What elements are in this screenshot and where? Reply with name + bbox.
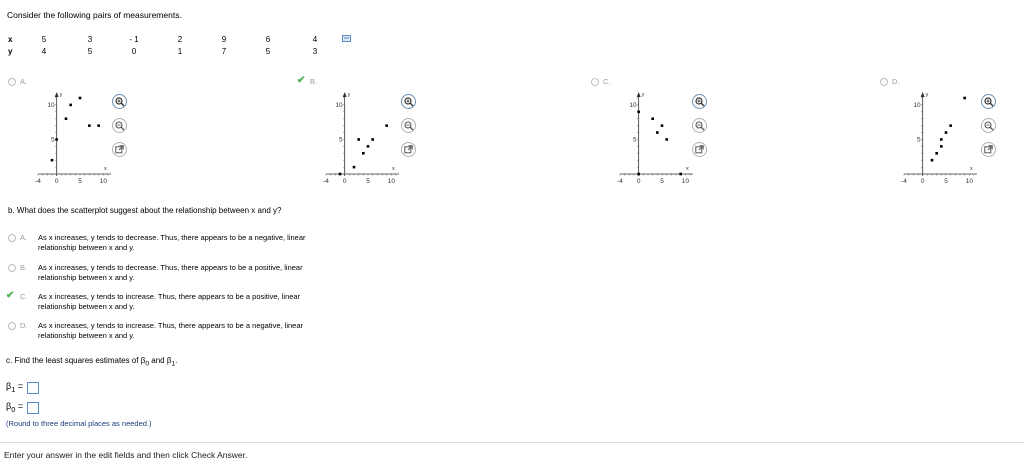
part-c-question xyxy=(6,356,177,368)
zoom-out-icon[interactable] xyxy=(401,118,416,133)
option-text: relationship between x and y. xyxy=(38,302,135,311)
y-axis-arrow xyxy=(637,92,641,97)
scatterplot-c xyxy=(606,90,696,188)
data-point xyxy=(949,124,952,127)
data-point xyxy=(940,138,943,141)
x-tick-label: 10 xyxy=(681,178,689,185)
part-b-option-d[interactable] xyxy=(8,321,388,343)
table-y-cell: 1 xyxy=(177,47,183,56)
data-point xyxy=(69,104,72,107)
question-prompt: Consider the following pairs of measurements. xyxy=(7,10,182,20)
table-y-cell: 0 xyxy=(131,47,137,56)
question-text: and xyxy=(149,356,167,365)
check-icon: ✔ xyxy=(6,290,15,301)
equals-sign: = xyxy=(15,381,24,391)
radio-button[interactable] xyxy=(8,234,16,242)
zoom-in-icon[interactable] xyxy=(401,94,416,109)
data-point xyxy=(51,159,54,162)
beta-symbol: β xyxy=(166,356,172,365)
data-point xyxy=(97,124,100,127)
x-axis-label: x xyxy=(104,166,107,172)
zoom-in-icon[interactable] xyxy=(112,94,127,109)
table-y-label: y xyxy=(8,47,13,56)
question-text: c. Find the least squares estimates of xyxy=(6,356,141,365)
beta1-label: β xyxy=(6,381,12,391)
option-b-letter: B. xyxy=(310,77,318,86)
data-point xyxy=(935,152,938,155)
data-point xyxy=(371,138,374,141)
data-point xyxy=(637,173,640,176)
y-axis-label: y xyxy=(347,92,351,98)
option-text: As x increases, y tends to increase. Thus, there appears to be a negative, linear xyxy=(38,321,304,330)
beta1-answer-row xyxy=(6,381,23,394)
part-b-option-b[interactable] xyxy=(8,263,388,285)
table-x-cell: 3 xyxy=(87,35,93,44)
data-point xyxy=(940,145,943,148)
option-a-radio[interactable] xyxy=(8,78,16,86)
y-tick-label: 5 xyxy=(633,136,637,144)
open-window-icon[interactable] xyxy=(112,142,127,157)
x-tick-label: 5 xyxy=(944,178,948,185)
x-axis-label: x xyxy=(970,166,973,172)
option-text: relationship between x and y. xyxy=(38,273,135,282)
zoom-in-icon[interactable] xyxy=(981,94,996,109)
table-x-cell: 9 xyxy=(221,35,227,44)
data-point xyxy=(637,111,640,114)
question-text: . xyxy=(175,356,178,365)
option-letter: D. xyxy=(20,321,28,330)
data-point xyxy=(931,159,934,162)
option-a-letter: A. xyxy=(20,77,28,86)
data-point xyxy=(661,124,664,127)
part-b-option-c[interactable] xyxy=(8,292,388,314)
check-icon: ✔ xyxy=(297,75,306,86)
data-copy-icon[interactable] xyxy=(342,35,352,43)
y-tick-label: 10 xyxy=(629,101,637,109)
beta0-subscript: 0 xyxy=(11,404,16,414)
y-tick-label: 5 xyxy=(917,136,921,144)
y-tick-label: 5 xyxy=(51,136,55,144)
zoom-in-icon[interactable] xyxy=(692,94,707,109)
table-y-cell: 5 xyxy=(265,47,271,56)
x-tick-label: 10 xyxy=(99,178,107,185)
x-axis-label: x xyxy=(686,166,689,172)
beta1-input[interactable] xyxy=(27,382,39,394)
y-axis-label: y xyxy=(59,92,63,98)
data-point xyxy=(963,97,966,100)
x-axis-label: x xyxy=(392,166,395,172)
data-point xyxy=(362,152,365,155)
data-table xyxy=(0,32,360,56)
y-tick-label: 10 xyxy=(913,101,921,109)
option-text: As x increases, y tends to increase. Thus, there appears to be a positive, linear xyxy=(38,292,301,301)
x-tick-label: 0 xyxy=(54,178,59,185)
part-b-question: b. What does the scatterplot suggest about the relationship between x and y? xyxy=(8,206,282,215)
part-b-option-a[interactable] xyxy=(8,233,388,255)
table-y-cell: 4 xyxy=(41,47,47,56)
table-x-cell: - 1 xyxy=(129,35,139,44)
x-tick-label: -4 xyxy=(617,178,623,185)
rounding-note: (Round to three decimal places as needed.) xyxy=(6,419,152,428)
scatterplot-a xyxy=(24,90,114,188)
data-point xyxy=(651,117,654,120)
x-tick-label: 5 xyxy=(366,178,370,185)
y-axis-label: y xyxy=(925,92,929,98)
x-tick-label: 10 xyxy=(387,178,395,185)
option-letter: C. xyxy=(20,292,28,301)
table-x-cell: 6 xyxy=(265,35,271,44)
beta1-subscript: 1 xyxy=(11,384,16,394)
beta-symbol: β xyxy=(140,356,146,365)
table-x-cell: 2 xyxy=(177,35,183,44)
option-letter: A. xyxy=(20,233,28,242)
footer-instructions: Enter your answer in the edit fields and then click Check Answer. xyxy=(4,450,248,460)
option-text: As x increases, y tends to decrease. Thus, there appears to be a negative, linear xyxy=(38,233,306,242)
equals-sign: = xyxy=(15,401,24,411)
radio-button[interactable] xyxy=(8,322,16,330)
x-tick-label: -4 xyxy=(35,178,41,185)
data-point xyxy=(79,97,82,100)
x-tick-label: -4 xyxy=(323,178,329,185)
beta-subscript: 1 xyxy=(171,360,176,368)
zoom-out-icon[interactable] xyxy=(981,118,996,133)
option-d-radio[interactable] xyxy=(880,78,888,86)
data-point xyxy=(656,131,659,134)
open-window-icon[interactable] xyxy=(692,142,707,157)
option-c-letter: C. xyxy=(603,77,611,86)
y-tick-label: 5 xyxy=(339,136,343,144)
option-letter: B. xyxy=(20,263,28,272)
x-tick-label: -4 xyxy=(901,178,907,185)
x-tick-label: 10 xyxy=(965,178,973,185)
table-x-label: x xyxy=(8,35,13,44)
zoom-out-icon[interactable] xyxy=(112,118,127,133)
beta0-input[interactable] xyxy=(27,402,39,414)
table-y-cell: 7 xyxy=(221,47,227,56)
option-text: relationship between x and y. xyxy=(38,243,135,252)
data-point xyxy=(367,145,370,148)
scatterplot-b xyxy=(312,90,402,188)
data-point xyxy=(357,138,360,141)
data-point xyxy=(385,124,388,127)
zoom-out-icon[interactable] xyxy=(692,118,707,133)
x-tick-label: 0 xyxy=(920,178,925,185)
table-x-cell: 4 xyxy=(312,35,318,44)
data-point xyxy=(88,124,91,127)
radio-button[interactable] xyxy=(8,264,16,272)
y-tick-label: 10 xyxy=(335,101,343,109)
footer-divider xyxy=(0,442,1024,443)
table-y-cell: 5 xyxy=(87,47,93,56)
data-point xyxy=(353,166,356,169)
data-point xyxy=(945,131,948,134)
beta0-answer-row xyxy=(6,401,23,414)
y-axis-label: y xyxy=(641,92,645,98)
x-tick-label: 5 xyxy=(660,178,664,185)
scatterplot-d xyxy=(890,90,980,188)
part-a-options xyxy=(0,74,1024,189)
clipped-text-line xyxy=(0,58,180,65)
x-tick-label: 0 xyxy=(342,178,347,185)
table-x-cell: 5 xyxy=(41,35,47,44)
data-point xyxy=(339,173,342,176)
data-point xyxy=(55,138,58,141)
option-text: As x increases, y tends to decrease. Thus, there appears to be a positive, linear xyxy=(38,263,303,272)
option-c-radio[interactable] xyxy=(591,78,599,86)
x-tick-label: 0 xyxy=(636,178,641,185)
data-point xyxy=(65,117,68,120)
table-y-cell: 3 xyxy=(312,47,318,56)
beta0-label: β xyxy=(6,401,12,411)
y-axis-arrow xyxy=(921,92,925,97)
y-axis-arrow xyxy=(55,92,59,97)
option-d-letter: D. xyxy=(892,77,900,86)
beta-subscript: 0 xyxy=(145,360,150,368)
y-axis-arrow xyxy=(343,92,347,97)
option-text: relationship between x and y. xyxy=(38,331,135,340)
open-window-icon[interactable] xyxy=(401,142,416,157)
x-tick-label: 5 xyxy=(78,178,82,185)
open-window-icon[interactable] xyxy=(981,142,996,157)
data-point xyxy=(679,173,682,176)
data-point xyxy=(665,138,668,141)
y-tick-label: 10 xyxy=(47,101,55,109)
